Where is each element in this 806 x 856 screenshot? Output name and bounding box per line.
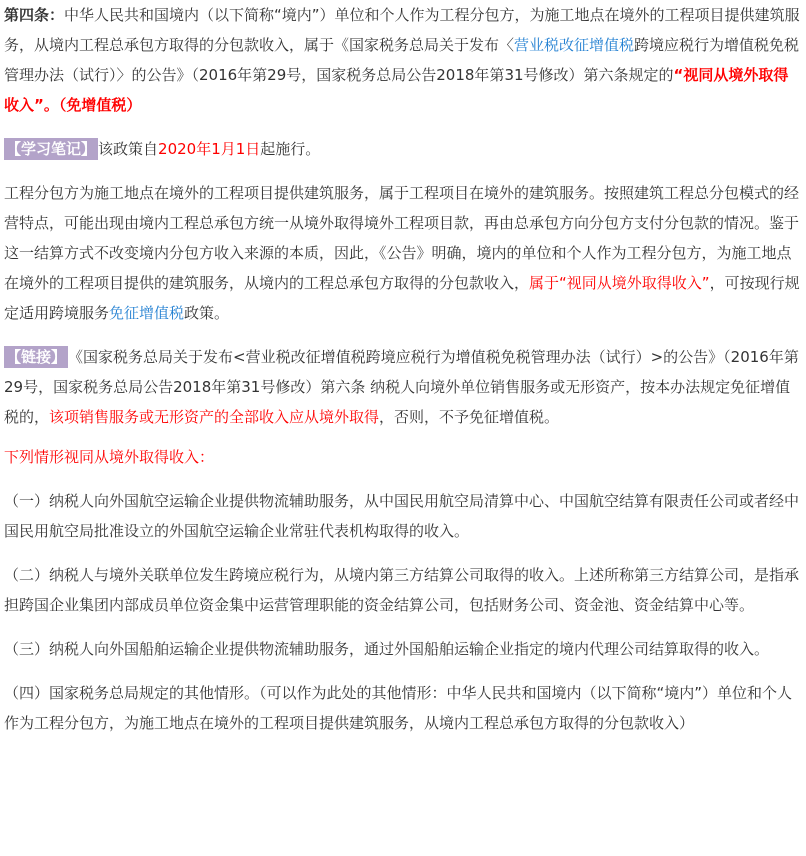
explanation-paragraph [4, 178, 802, 328]
article-text: 中华人民共和国境内（以下简称“境内”）单位和个人作为工程分包方，为施工地点在境外的工程项目提供建筑服务，从境内工程总承包方取得的分包款收入，属于《国家税务总局关于发布〈 [4, 6, 800, 54]
effective-date: 2020年1月1日 [158, 140, 261, 158]
vat-exemption-link[interactable]: 免征增值税 [109, 304, 185, 322]
article-heading: 第四条： [4, 6, 65, 24]
list-item: （三）纳税人向外国船舶运输企业提供物流辅助服务，通过外国船舶运输企业指定的境内代理公司结算取得的收入。 [4, 640, 770, 658]
link-tag: 【链接】 [6, 348, 67, 366]
vat-reform-link[interactable]: 营业税改征增值税 [514, 36, 635, 54]
note-text: 起施行。 [260, 140, 321, 158]
article-text: 跨境应税行为增值税免税管理办法（试行）〉的公告》（2016年第29号，国家税务总局公告2018年第31号修改）第六条规定的 [4, 36, 800, 84]
study-note-tag: 【学习笔记】 [6, 140, 97, 158]
explanation-highlight: 属于“视同从境外取得收入” [529, 274, 710, 292]
reference-text: 《国家税务总局关于发布<营业税改征增值税跨境应税行为增值税免税管理办法（试行）>的公告》（2016年第29号，国家税务总局公告2018年第31号修改）第六条 纳税人向境外单位销售服务或无形资产，按本办法规定免征增值税的， [4, 348, 799, 426]
article-4-paragraph [4, 0, 802, 120]
reference-highlight: 该项销售服务或无形资产的全部收入应从境外取得 [49, 408, 380, 426]
list-item: （四）国家税务总局规定的其他情形。（可以作为此处的其他情形：中华人民共和国境内（以下简称“境内”）单位和个人作为工程分包方，为施工地点在境外的工程项目提供建筑服务，从境内工程总承包方取得的分包款收入） [4, 684, 793, 732]
note-text: 该政策自 [98, 140, 159, 158]
explanation-text: 政策。 [184, 304, 230, 322]
list-item: （一）纳税人向外国航空运输企业提供物流辅助服务，从中国民用航空局清算中心、中国航空结算有限责任公司或者经中国民用航空局批准设立的外国航空运输企业常驻代表机构取得的收入。 [4, 492, 800, 540]
emphasis-text: “视同从境外取得收入”。（免增值税） [4, 66, 789, 114]
explanation-text: 工程分包方为施工地点在境外的工程项目提供建筑服务，属于工程项目在境外的建筑服务。按照建筑工程总分包模式的经营特点，可能出现由境内工程总承包方统一从境外取得境外工程项目款，再由总承包方向分包方支付分包款的情况。鉴于这一结算方式不改变境内分包方收入来源的本质，因此，《公告》明确，境内的单位和个人作为工程分包方，为施工地点在境外的工程项目提供的建筑服务，从境内的工程总承包方取得的分包款收入， [4, 184, 800, 292]
explanation-text: ，可按现行规定适用跨境服务 [4, 274, 800, 322]
list-item: （二）纳税人与境外关联单位发生跨境应税行为，从境内第三方结算公司取得的收入。上述所称第三方结算公司，是指承担跨国企业集团内部成员单位资金集中运营管理职能的资金结算公司，包括财务公司、资金池、资金结算中心等。 [4, 566, 800, 614]
list-intro [4, 442, 802, 472]
list-intro-text: 下列情形视同从境外取得收入： [4, 448, 215, 466]
link-reference-paragraph [4, 342, 802, 432]
reference-text: ，否则，不予免征增值税。 [379, 408, 560, 426]
study-note-paragraph [4, 134, 802, 164]
